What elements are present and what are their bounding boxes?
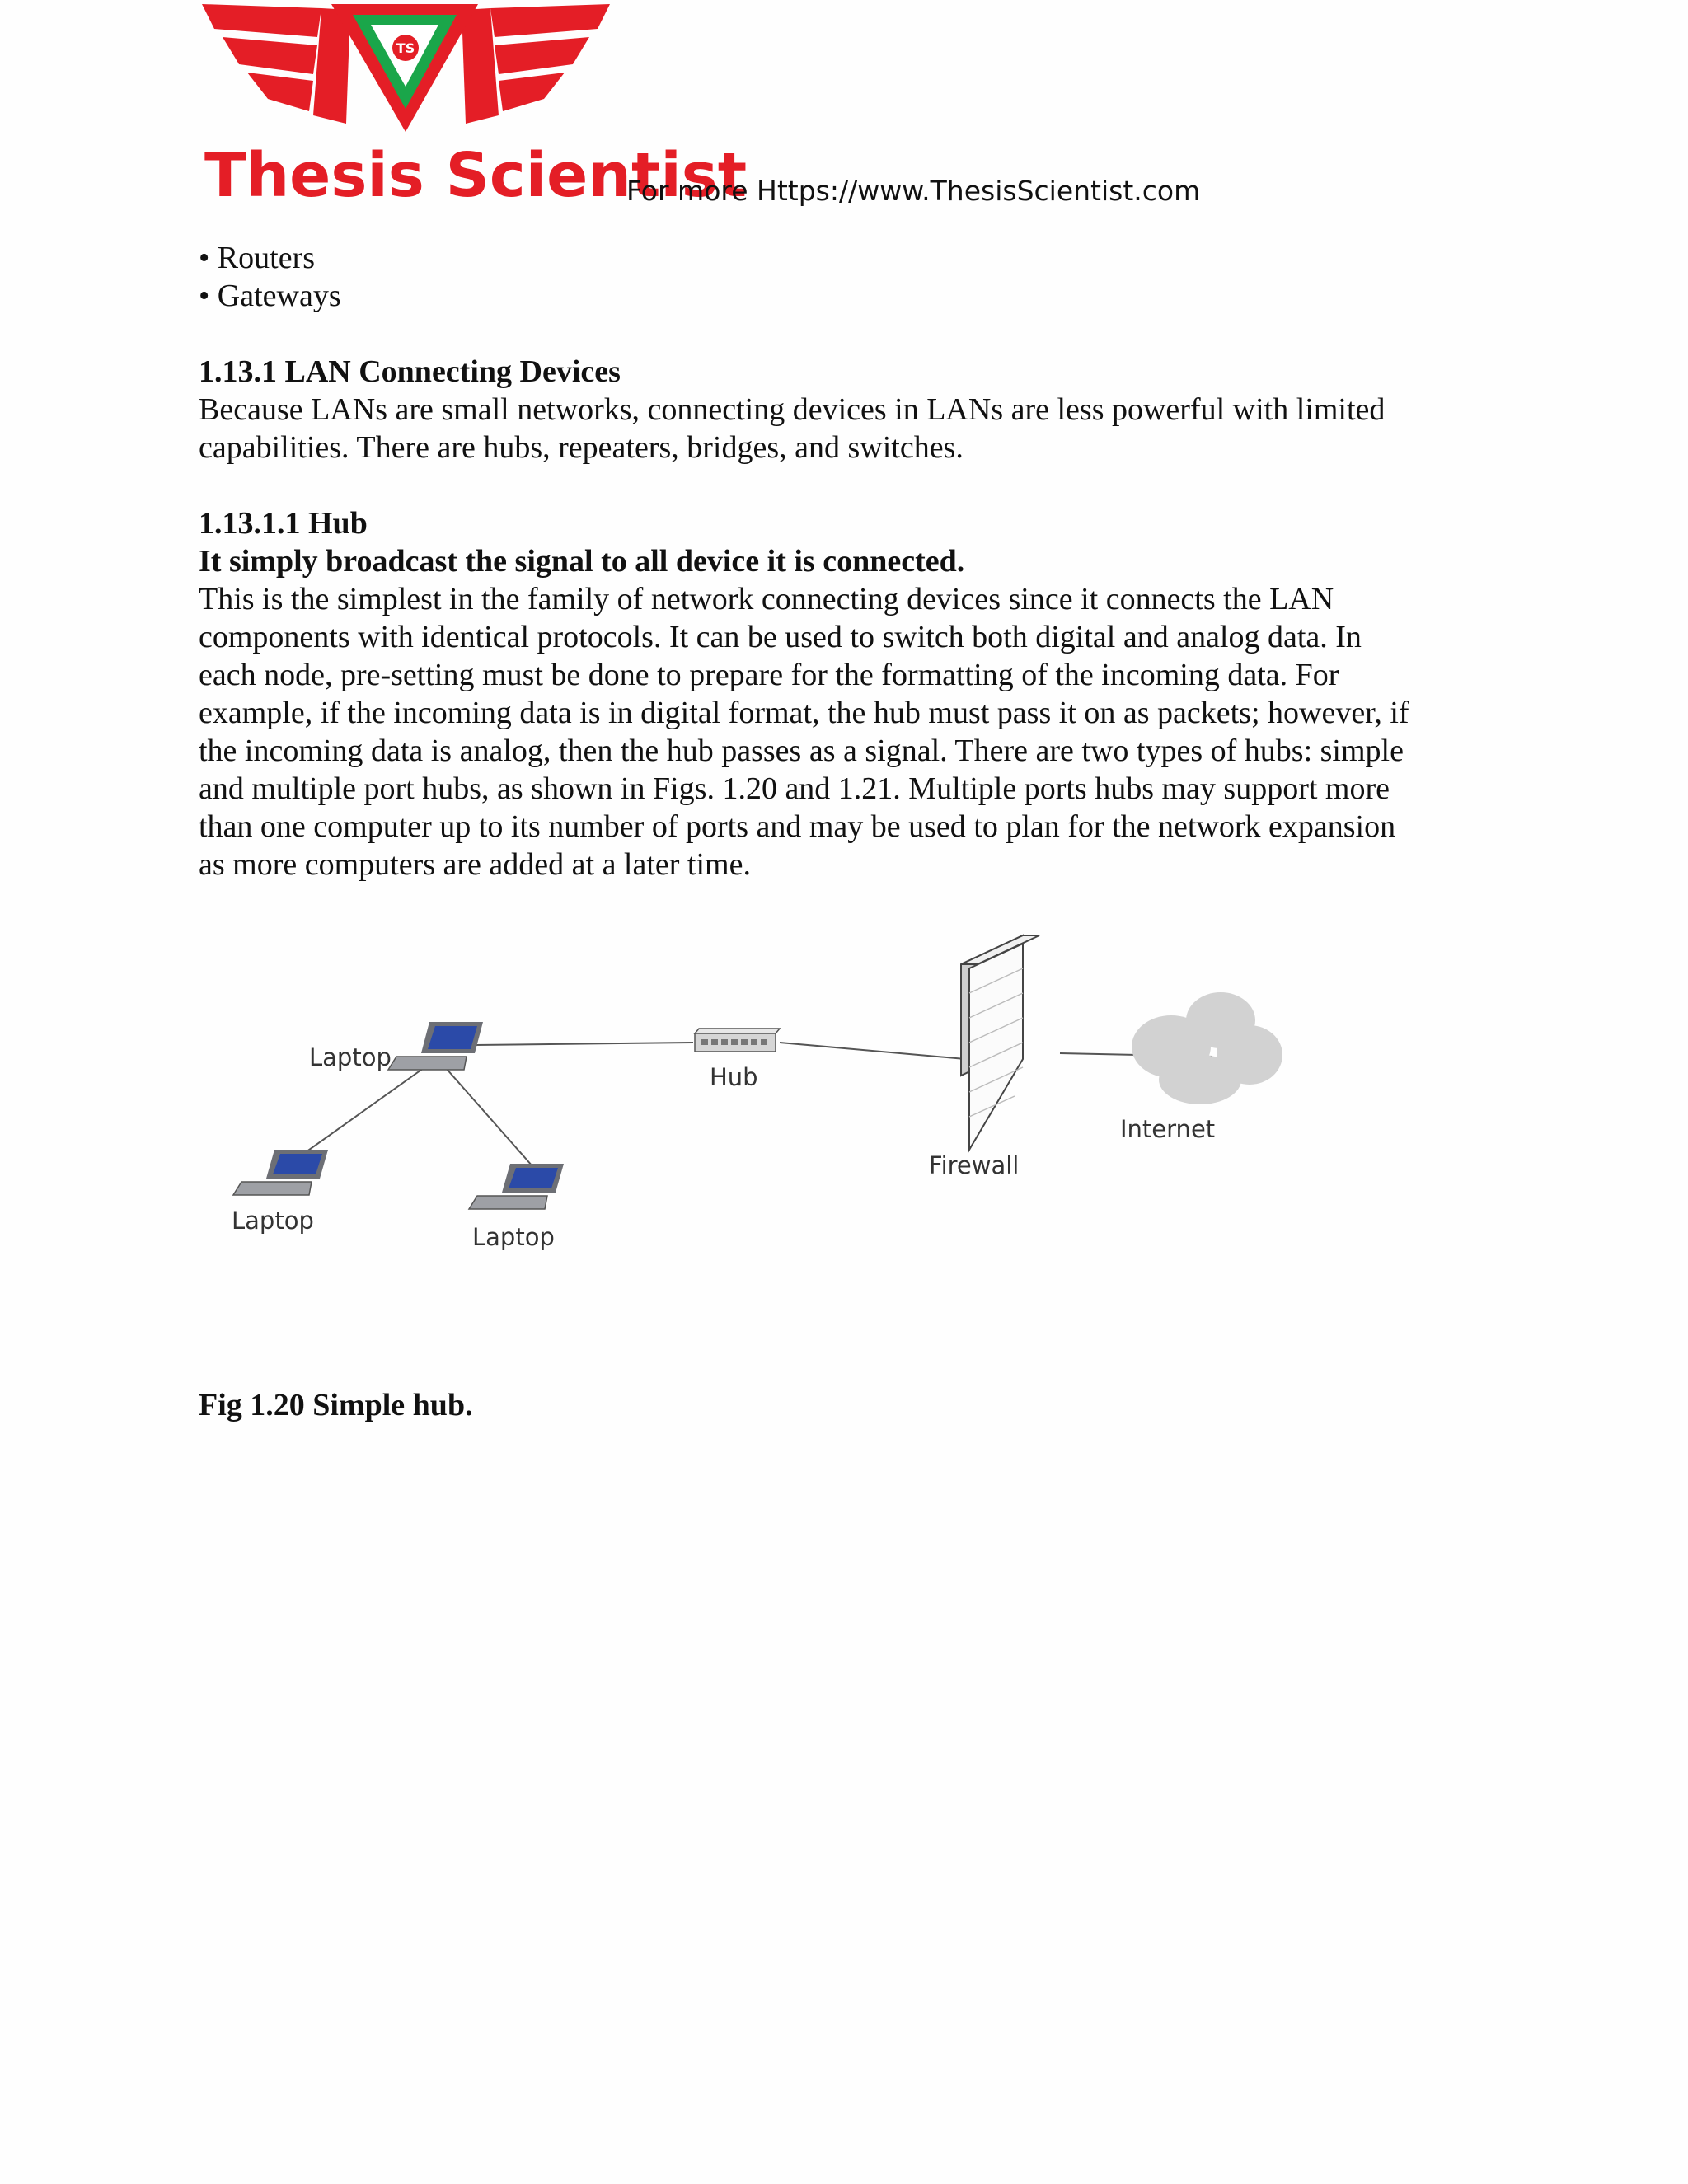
laptop-left-icon [233, 1150, 328, 1195]
firewall-label: Firewall [929, 1151, 1020, 1179]
paragraph-line: than one computer up to its number of ports and may be used to plan for the network expansion [199, 809, 1396, 844]
subsection-subheading: It simply broadcast the signal to all device it is connected. [199, 544, 965, 579]
paragraph-line: components with identical protocols. It can be used to switch both digital and analog data. In [199, 620, 1362, 654]
laptop-main-label: Laptop [309, 1043, 392, 1071]
paragraph-line: the incoming data is analog, then the hub passes as a signal. There are two types of hubs: simple [199, 733, 1404, 768]
left-wing-icon [202, 4, 350, 124]
page-header [198, 0, 1269, 214]
subsection-heading: 1.13.1.1 Hub [199, 506, 368, 541]
hub-label: Hub [710, 1063, 758, 1091]
paragraph-line: and multiple port hubs, as shown in Figs. 1.20 and 1.21. Multiple ports hubs may support more [199, 771, 1390, 806]
paragraph-line: as more computers are added at a later time. [199, 847, 751, 882]
thesis-scientist-logo [198, 0, 748, 214]
website-link[interactable]: For more Https://www.ThesisScientist.com [626, 175, 1201, 207]
svg-text:Thesis Scientist: Thesis Scientist [204, 140, 748, 211]
internet-label: Internet [1120, 1115, 1216, 1143]
laptop-right-label: Laptop [472, 1223, 555, 1251]
right-wing-icon [462, 4, 610, 124]
laptop-right-icon [469, 1164, 564, 1209]
laptop-main-icon [388, 1022, 483, 1070]
paragraph-line: capabilities. There are hubs, repeaters, bridges, and switches. [199, 430, 964, 465]
svg-text:TS: TS [396, 40, 415, 56]
paragraph-line: each node, pre-setting must be done to prepare for the formatting of the incoming data. For [199, 658, 1339, 692]
hub-icon [695, 1029, 780, 1052]
firewall-icon [961, 935, 1039, 1150]
list-item: • Gateways [199, 279, 341, 313]
cloud-icon [1132, 992, 1282, 1104]
network-diagram [199, 923, 1311, 1286]
document-body [199, 239, 1501, 883]
list-item: • Routers [199, 241, 316, 275]
paragraph-line: example, if the incoming data is in digital format, the hub must pass it on as packets; however, if [199, 696, 1409, 730]
paragraph-line: Because LANs are small networks, connecting devices in LANs are less powerful with limited [199, 392, 1386, 427]
figure-caption: Fig 1.20 Simple hub. [199, 1388, 473, 1422]
laptop-left-label: Laptop [232, 1207, 314, 1235]
paragraph-line: This is the simplest in the family of network connecting devices since it connects the LAN [199, 582, 1334, 616]
section-heading: 1.13.1 LAN Connecting Devices [199, 354, 621, 389]
